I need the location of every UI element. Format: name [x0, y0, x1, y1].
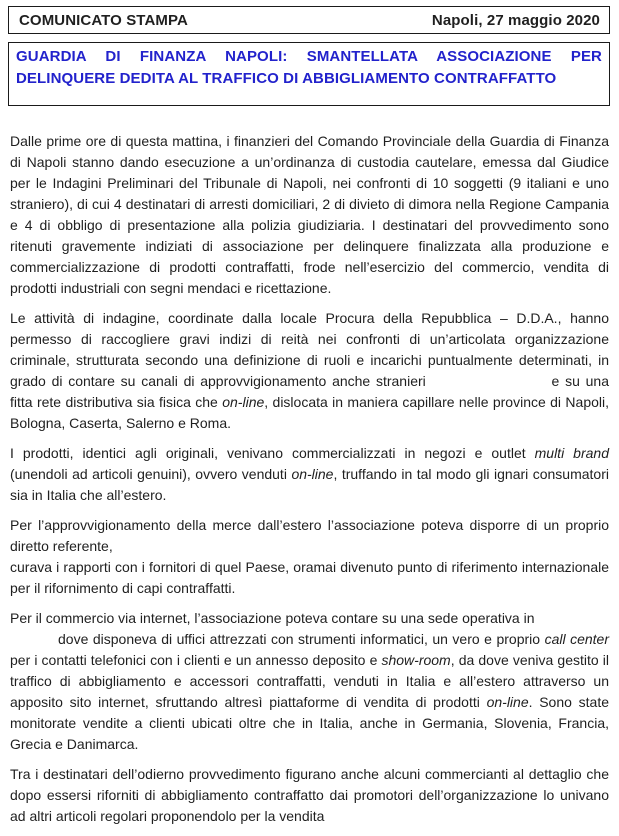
- paragraph: [10, 131, 609, 299]
- text-run: Le attività di indagine, coordinate dalla locale Procura della Repubblica – D.D.A., hanno permesso di raccogliere gravi indizi di reità nei confronti di un’articolata organizzazione criminale, strutturata secondo una definizione di ruoli e incarichi puntualmente determinati, in grado di contare su canali di approvvigionamento anche stranieri: [10, 310, 609, 389]
- headline-box: [8, 42, 610, 106]
- paragraph: [10, 764, 609, 827]
- text-run: e su una fitta rete distributiva sia fisica che: [10, 373, 609, 410]
- paragraph: [10, 515, 609, 599]
- text-run: , truffando in tal modo gli ignari consumatori sia in Italia che all’estero.: [10, 466, 609, 503]
- text-run: , da dove veniva gestito il traffico di abbigliamento e accessori contraffatti, venduti in Italia e all’estero attraverso un apposito sito internet, sfruttando altresì piattaforme di vendita di prodotti: [10, 652, 609, 710]
- dateline: Napoli, 27 maggio 2020: [431, 11, 600, 29]
- text-run: curava i rapporti con i fornitori di quel Paese, oramai divenuto punto di riferimento internazionale per il rifornimento di capi contraffatti.: [10, 559, 609, 596]
- redacted-gap: [10, 643, 58, 644]
- paragraph: [10, 443, 609, 506]
- headline-text: GUARDIA DI FINANZA NAPOLI: SMANTELLATA ASSOCIAZIONE PER DELINQUERE DEDITA AL TRAFFICO DI ABBIGLIAMENTO CONTRAFFATTO: [16, 48, 602, 87]
- text-run: dove disponeva di uffici attrezzati con strumenti informatici, un vero e proprio: [58, 631, 545, 647]
- text-run: Per il commercio via internet, l’associazione poteva contare su una sede operativa in: [10, 610, 535, 626]
- text-run: Dalle prime ore di questa mattina, i finanzieri del Comando Provinciale della Guardia di Finanza di Napoli stanno dando esecuzione a un’ordinanza di custodia cautelare, emessa dal Giudice per le Indagini Preliminari del Tribunale di Napoli, nei confronti di 10 soggetti (9 italiani e uno straniero), di cui 4 destinatari di arresti domiciliari, 2 di divieto di dimora nella Regione Campania e 4 di obbligo di presentazione alla polizia giudiziaria. I destinatari del provvedimento sono ritenuti gravemente indiziati di associazione per delinquere finalizzata alla produzione e commercializzazione di prodotti contraffatti, frode nell’esercizio del commercio, vendita di prodotti industriali con segni mendaci e ricettazione.: [10, 133, 609, 296]
- text-run: I prodotti, identici agli originali, venivano commercializzati in negozi e outlet: [10, 445, 535, 461]
- redacted-gap: [426, 385, 546, 386]
- text-run: Tra i destinatari dell’odierno provvedimento figurano anche alcuni commercianti al dettaglio che dopo essersi riforniti di abbigliamento contraffatto dai promotori dell’organizzazione lo univano ad altri articoli regolari proponendolo per la vendita: [10, 766, 609, 824]
- italic-term: call center: [544, 631, 609, 647]
- italic-term: show-room: [381, 652, 451, 668]
- paragraph: [10, 308, 609, 434]
- italic-term: on-line: [486, 694, 529, 710]
- italic-term: multi brand: [534, 445, 609, 461]
- body: [10, 131, 609, 836]
- header-bar: [8, 6, 610, 34]
- text-run: per i contatti telefonici con i clienti e un annesso deposito e: [10, 652, 382, 668]
- text-run: Per l’approvvigionamento della merce dall’estero l’associazione poteva disporre di un proprio diretto referente,: [10, 517, 609, 554]
- italic-term: on-line: [291, 466, 334, 482]
- paragraph: [10, 608, 609, 755]
- press-release-label: COMUNICATO STAMPA: [19, 11, 188, 29]
- text-run: (unendoli ad articoli genuini), ovvero venduti: [10, 466, 292, 482]
- italic-term: on-line: [222, 394, 265, 410]
- text-run: . Sono state monitorate vendite a clienti ubicati oltre che in Italia, anche in Germania, Slovenia, Francia, Grecia e Danimarca.: [10, 694, 609, 752]
- text-run: , dislocata in maniera capillare nelle province di Napoli, Bologna, Caserta, Salerno e Roma.: [10, 394, 609, 431]
